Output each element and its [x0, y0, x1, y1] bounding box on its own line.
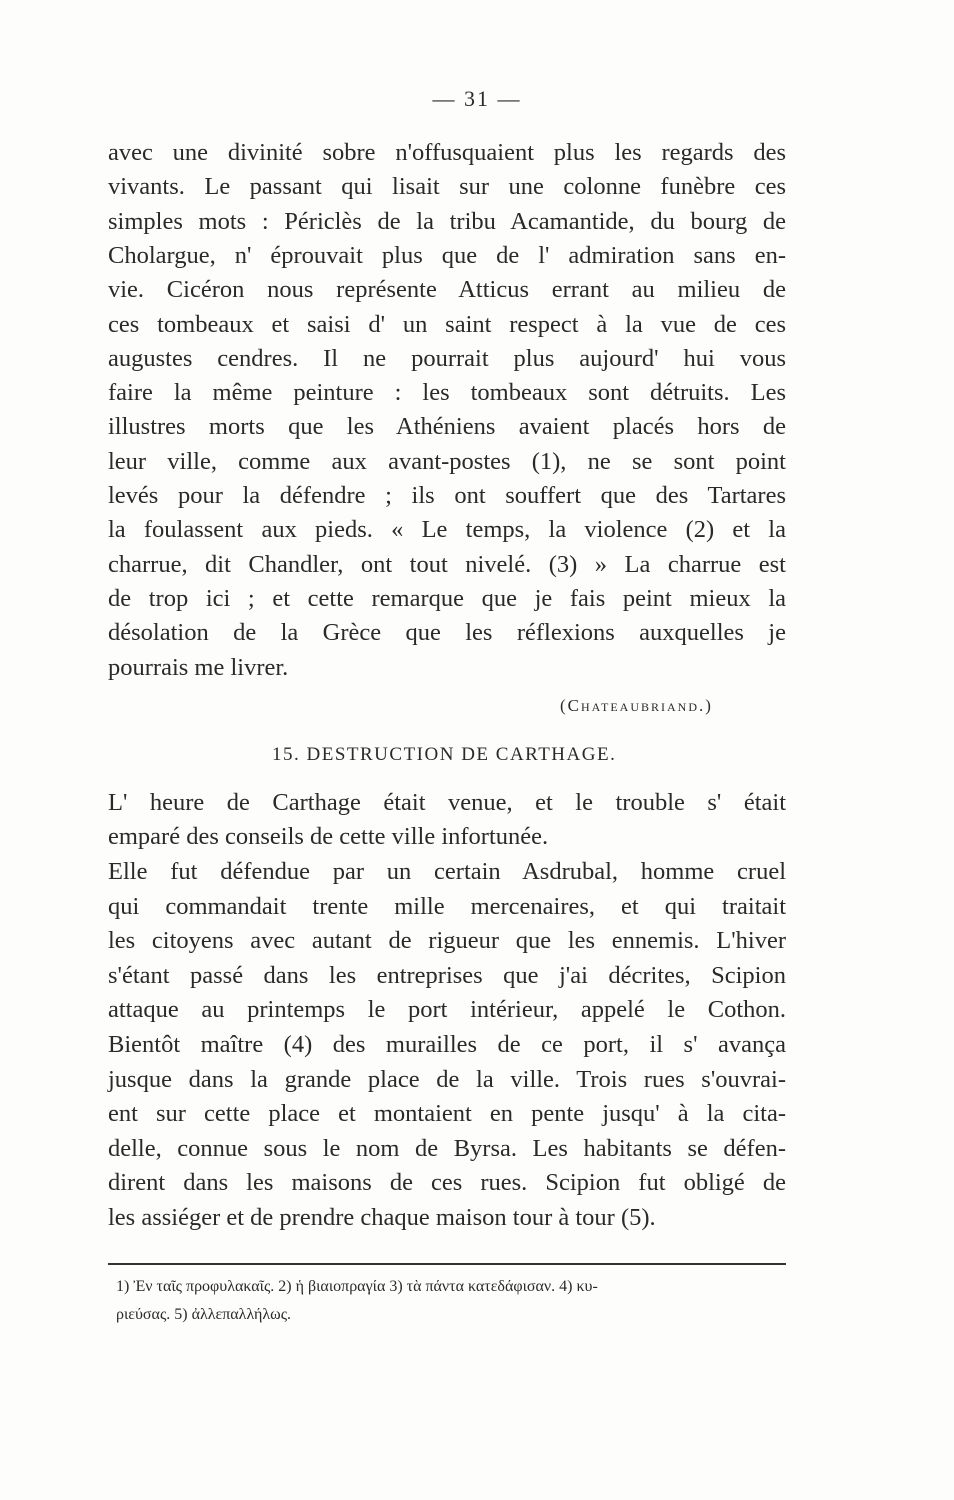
- text-line: ent sur cette place et montaient en pente jusqu' à la cita-: [108, 1100, 786, 1128]
- author-signature: (Chateaubriand.): [560, 696, 713, 715]
- text-line: Elle fut défendue par un certain Asdrubal, homme cruel: [108, 858, 786, 885]
- text-line: charrue, dit Chandler, ont tout nivelé. (3) » La charrue est: [108, 550, 786, 578]
- footnote-line: ριεύσας. 5) ἀλλεπαλλήλως.: [116, 1306, 292, 1323]
- text-line: vivants. Le passant qui lisait sur une colonne funèbre ces: [108, 173, 786, 201]
- text-line: vie. Cicéron nous représente Atticus errant au milieu de: [108, 276, 786, 304]
- text-line: dirent dans les maisons de ces rues. Scipion fut obligé de: [108, 1169, 786, 1197]
- text-line: ces tombeaux et saisi d' un saint respect à la vue de ces: [108, 310, 786, 338]
- text-line: leur ville, comme aux avant-postes (1), ne se sont point: [108, 447, 786, 475]
- page-number: — 31 —: [432, 86, 522, 111]
- text-line: attaque au printemps le port intérieur, appelé le Cothon.: [108, 996, 786, 1024]
- text-line: la foulassent aux pieds. « Le temps, la violence (2) et la: [108, 516, 786, 544]
- text-line: qui commandait trente mille mercenaires, et qui traitait: [108, 892, 786, 920]
- text-line: illustres morts que les Athéniens avaient placés hors de: [108, 413, 786, 441]
- text-line: de trop ici ; et cette remarque que je fais peint mieux la: [108, 584, 786, 612]
- text-line: L' heure de Carthage était venue, et le trouble s' était: [108, 789, 786, 816]
- text-line: les assiéger et de prendre chaque maison tour à tour (5).: [108, 1204, 656, 1231]
- text-line: simples mots : Périclès de la tribu Acamantide, du bourg de: [108, 207, 786, 235]
- text-line: Bientôt maître (4) des murailles de ce port, il s' avança: [108, 1031, 786, 1058]
- footnote-line: 1) Ἐν ταῖς προφυλακαῖς. 2) ἡ βιαιοπραγία 3) τὰ πάντα κατεδάφισαν. 4) κυ-: [116, 1278, 598, 1295]
- text-line: les citoyens avec autant de rigueur que les ennemis. L'hiver: [108, 927, 786, 955]
- text-line: jusque dans la grande place de la ville. Trois rues s'ouvrai-: [108, 1065, 786, 1093]
- text-line: delle, connue sous le nom de Byrsa. Les habitants se défen-: [108, 1134, 786, 1162]
- text-line: faire la même peinture : les tombeaux sont détruits. Les: [108, 379, 786, 407]
- text-line: augustes cendres. Il ne pourrait plus aujourd' hui vous: [108, 344, 786, 372]
- text-line: avec une divinité sobre n'offusquaient plus les regards des: [108, 139, 786, 166]
- text-line: emparé des conseils de cette ville infortunée.: [108, 823, 549, 851]
- section-heading: 15. DESTRUCTION DE CARTHAGE.: [272, 744, 617, 765]
- text-line: s'étant passé dans les entreprises que j'ai décrites, Scipion: [108, 961, 786, 989]
- text-line: levés pour la défendre ; ils ont souffert que des Tartares: [108, 482, 786, 509]
- text-line: désolation de la Grèce que les réflexions auxquelles je: [108, 619, 786, 647]
- footnote-divider: [108, 1263, 786, 1265]
- text-line: Cholargue, n' éprouvait plus que de l' admiration sans en-: [108, 241, 786, 269]
- text-line: pourrais me livrer.: [108, 653, 289, 681]
